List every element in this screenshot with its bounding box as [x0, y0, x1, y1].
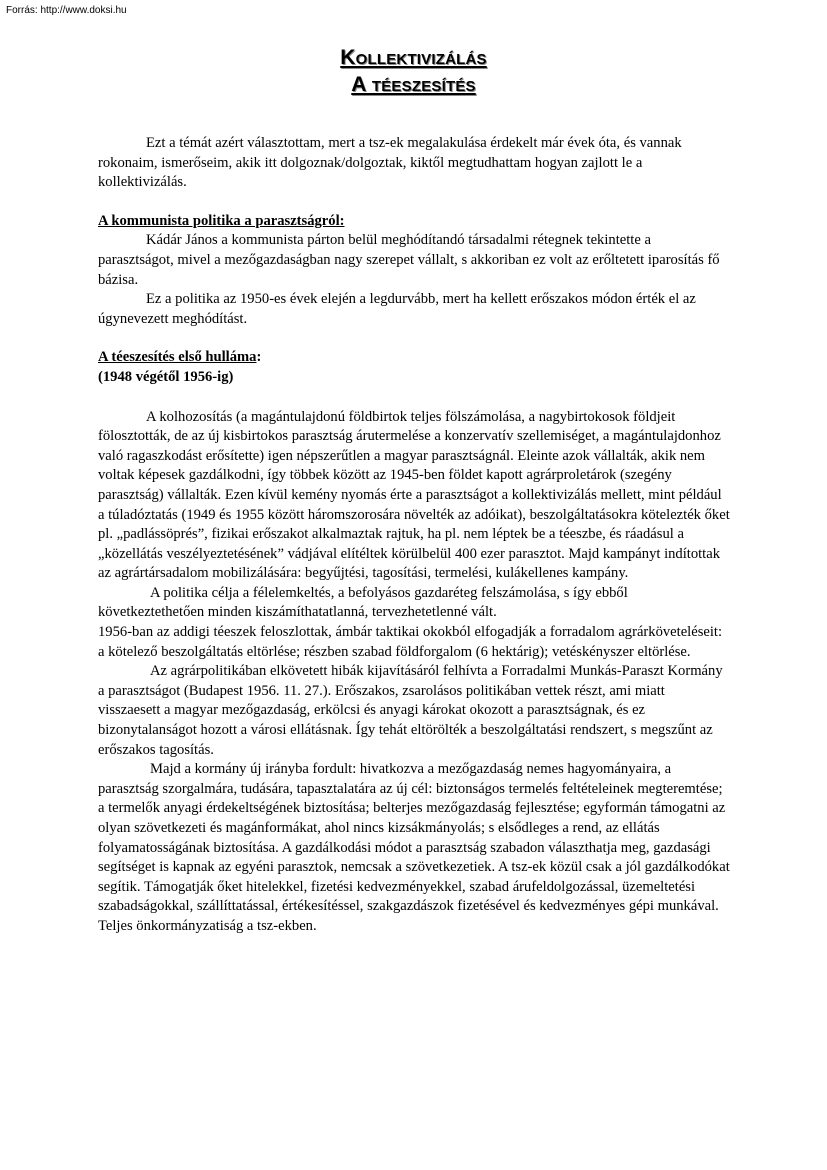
section-2-paragraph-2: A politika célja a félelemkeltés, a befolyásos gazdaréteg felszámolása, s így ebből következtethetően minden kiszámíthatatlanná, tervezhetetlenné vált. — [98, 584, 628, 621]
title-line-2: A téeszesítés — [351, 73, 476, 96]
intro-paragraph: Ezt a témát azért választottam, mert a tsz-ek megalakulása érdekelt már évek óta, és vannak rokonaim, ismerőseim, akik itt dolgoznak/dolgoztak, kiktől megtudhattam hogyan zajlott le a kollektivizálás. — [98, 135, 682, 191]
document-body — [98, 134, 730, 937]
title-line-1: Kollektivizálás — [340, 46, 487, 69]
section-2-paragraph-4: Az agrárpolitikában elkövetett hibák kijavításáról felhívta a Forradalmi Munkás-Paraszt Kormány a parasztságot (Budapest 1956. 11. 27.). Erőszakos, zsarolásos politikában vettek részt, ami miatt visszaesett a magyar mezőgazdaság, erkölcsi és anyagi károkat okozott a parasztságnak, és ez bizonytalanságot hozott a városi ellátásnak. Így tehát eltörölték a beszolgáltatási rendszert, s megszűnt az erőszakos tagosítás. — [98, 663, 723, 758]
source-line: Forrás: http://www.doksi.hu — [6, 5, 127, 16]
section-1-paragraph-1: Kádár János a kommunista párton belül meghódítandó társadalmi rétegnek tekintette a parasztságot, mivel a mezőgazdaságban nagy szerepet vállalt, s akkoriban ez volt az erőltetett iparosítás fő bázisa. — [98, 232, 720, 288]
section-2-subheading: (1948 végétől 1956-ig) — [98, 368, 234, 385]
section-2-paragraph-3: 1956-ban az addigi téeszek feloszlottak, ámbár taktikai okokból elfogadják a forradalom agrárköveteléseit: a kötelező beszolgáltatás eltörlése; részben szabad földforgalom (6 hektárig); vetéskényszer eltörlése. — [98, 624, 723, 660]
document-title — [0, 44, 827, 98]
section-1-heading: A kommunista politika a parasztságról: — [98, 212, 345, 229]
section-2-heading — [98, 348, 730, 368]
section-2-heading-text: A téeszesítés első hulláma — [98, 349, 257, 366]
section-1-paragraph-2: Ez a politika az 1950-es évek elején a legdurvább, mert ha kellett erőszakos módon érték el az úgynevezett meghódítást. — [98, 291, 696, 327]
section-2-heading-colon: : — [256, 349, 262, 366]
section-2-paragraph-5: Majd a kormány új irányba fordult: hivatkozva a mezőgazdaság nemes hagyományaira, a parasztság szorgalmára, tudására, tapasztalatára az új cél: biztonságos termelés feltételeinek megteremtése; a termelők anyagi érdekeltségének biztosítása; belterjes mezőgazdaság fejlesztése; egyformán támogatni az olyan szövetkezeti és magánformákat, ahol nincs kizsákmányolás; s elsődleges a rend, az ellátás folyamatosságának biztosítása. A gazdálkodási módot a parasztság szabadon választhatja meg, gazdasági segítséget is kapnak az egyéni parasztok, nemcsak a szövetkezetiek. A tsz-ek közül csak a jól gazdálkodókat segítik. Támogatják őket hitelekkel, fizetési kedvezményekkel, szabad árufeldolgozással, üzemeltetési szabadságokkal, szállíttatással, értékesítéssel, szakgazdászok fizetésével és kedvezményes gépi munkával. Teljes önkormányzatiság a tsz-ekben. — [98, 761, 730, 934]
section-2-paragraph-1: A kolhozosítás (a magántulajdonú földbirtok teljes fölszámolása, a nagybirtokosok földjeit fölosztották, de az új kisbirtokos parasztság árutermelése a konzervatív szellemiséget, a magántulajdonhoz való ragaszkodást erősítette) igen népszerűtlen a magyar parasztságnál. Eleinte azok vállalták, akik nem voltak képesek gazdálkodni, így többek között az 1945-ben földet kapott agrárproletárok (szegény parasztság) vállalták. Ezen kívül kemény nyomás érte a parasztságot a kollektivizálás mellett, mint például a túladóztatás (1949 és 1955 között háromszorosára növelték az adóikat), beszolgáltatásokra kötelezték őket pl. „padlássöprés”, fizikai erőszakot alkalmaztak rajtuk, ha pl. nem léptek be a téeszbe, és ráadásul a „közellátás veszélyeztetésének” vádjával elítéltek körülbelül 400 ezer parasztot. Majd kampányt indítottak az agrártársadalom mobilizálására: begyűjtési, tagosítási, termelési, kulákellenes kampány. — [98, 408, 730, 582]
